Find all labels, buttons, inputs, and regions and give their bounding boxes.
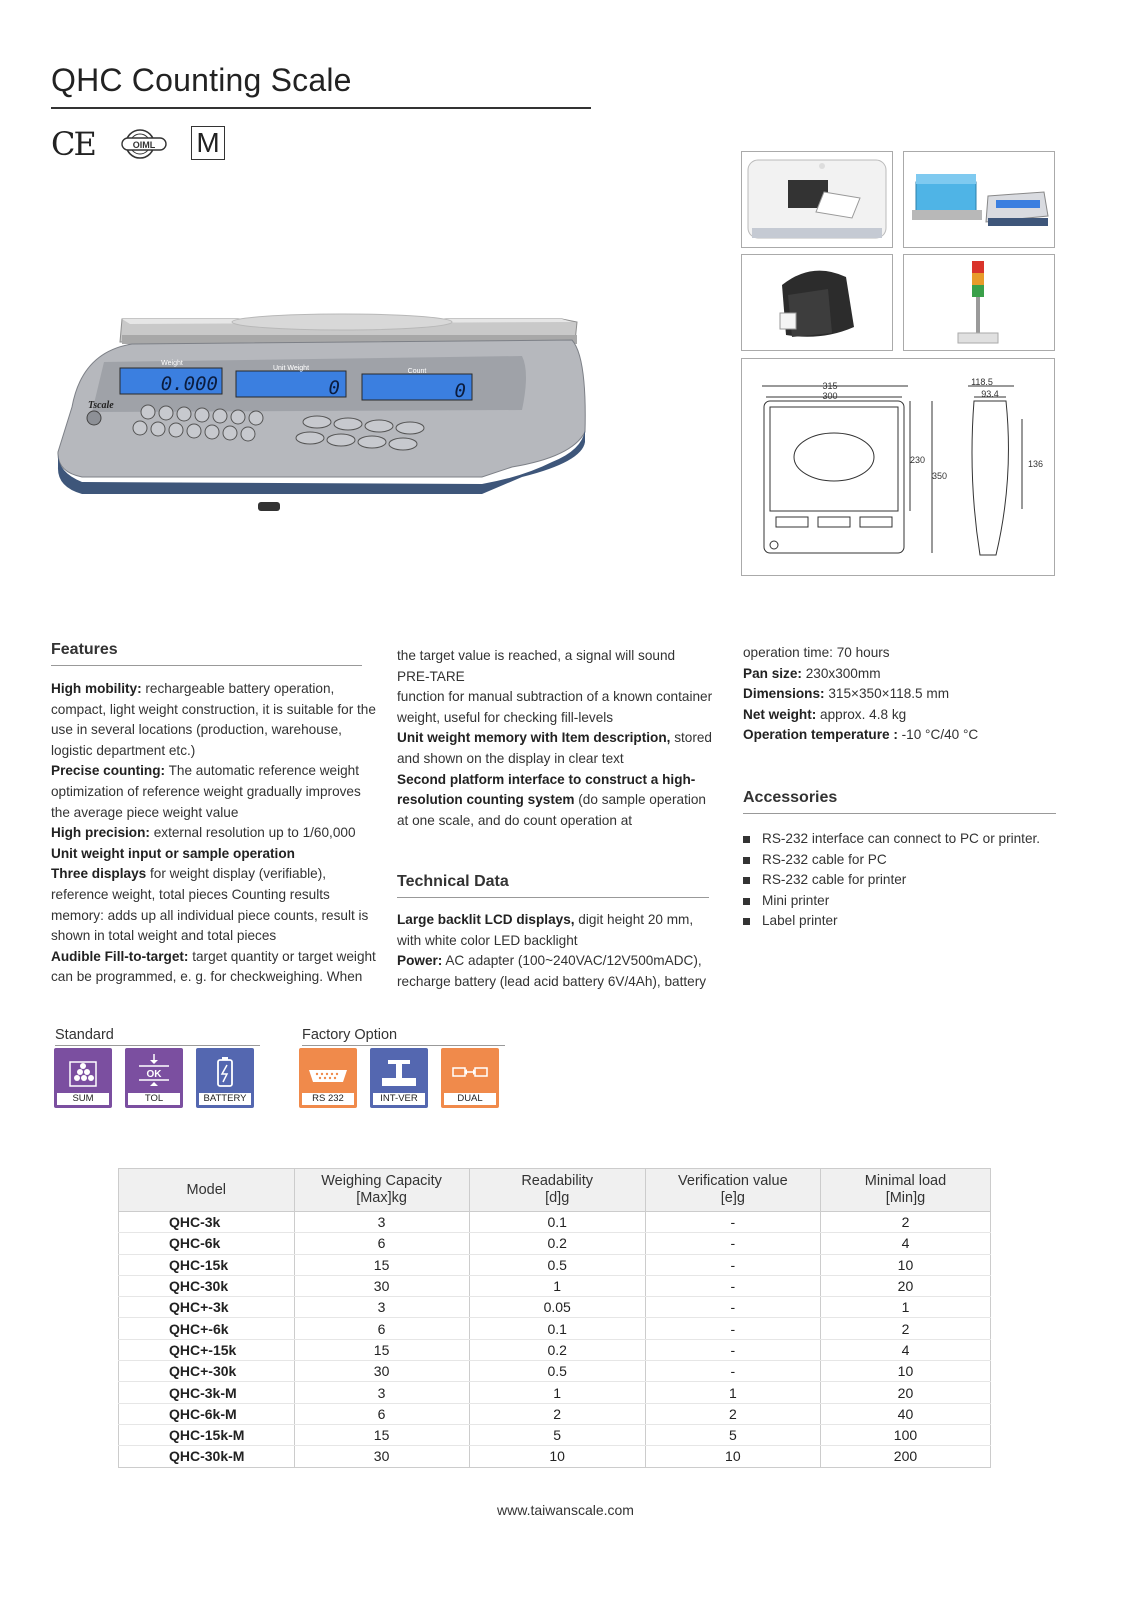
svg-text:OK: OK bbox=[146, 1069, 162, 1080]
table-cell: - bbox=[645, 1254, 820, 1275]
column-header: Verification value [e]g bbox=[645, 1169, 820, 1212]
battery-caption: BATTERY bbox=[199, 1093, 251, 1105]
model-cell: QHC-30k bbox=[119, 1275, 295, 1296]
model-cell: QHC-3k-M bbox=[119, 1382, 295, 1403]
table-cell: 4 bbox=[820, 1339, 990, 1360]
display-weight-value: 0.000 bbox=[160, 373, 218, 395]
model-cell: QHC-6k bbox=[119, 1233, 295, 1254]
dim-height: 136 bbox=[1028, 459, 1044, 469]
list-item: RS-232 cable for PC bbox=[743, 850, 1073, 871]
table-row bbox=[119, 1446, 991, 1467]
dual-icon bbox=[441, 1048, 499, 1108]
display-count-value: 0 bbox=[454, 380, 466, 402]
brand-logo: Tscale bbox=[88, 400, 114, 411]
table-cell: 40 bbox=[820, 1403, 990, 1424]
standard-rule bbox=[55, 1045, 260, 1046]
table-cell: 20 bbox=[820, 1275, 990, 1296]
table-row bbox=[119, 1275, 991, 1296]
rs232-caption: RS 232 bbox=[302, 1093, 354, 1105]
model-cell: QHC-3k bbox=[119, 1212, 295, 1233]
table-cell: 10 bbox=[820, 1361, 990, 1382]
table-row bbox=[119, 1382, 991, 1403]
table-row bbox=[119, 1403, 991, 1424]
table-cell: - bbox=[645, 1275, 820, 1296]
feature-label: Audible Fill-to-target: bbox=[51, 948, 189, 964]
table-row bbox=[119, 1424, 991, 1445]
battery-icon bbox=[196, 1048, 254, 1108]
spec-value: approx. 4.8 kg bbox=[816, 706, 907, 722]
table-cell: 2 bbox=[645, 1403, 820, 1424]
feature-text: external resolution up to 1/60,000 bbox=[149, 825, 356, 841]
list-item: RS-232 interface can connect to PC or printer. bbox=[743, 829, 1073, 850]
display-unit-value: 0 bbox=[328, 377, 340, 399]
features-continued bbox=[397, 646, 715, 831]
col2-line: function for manual subtraction of a known container weight, useful for checking fill-levels bbox=[397, 689, 713, 725]
table-cell: 30 bbox=[294, 1446, 469, 1467]
table-cell: 6 bbox=[294, 1318, 469, 1339]
feature-text: for weight display (verifiable), reference weight, total pieces Counting results memory: adds up all individual piece counts, result is shown in total weight and total pieces bbox=[51, 866, 369, 944]
sum-caption: SUM bbox=[57, 1093, 109, 1105]
model-spec-table bbox=[118, 1168, 991, 1468]
table-cell: 10 bbox=[469, 1446, 645, 1467]
tech-bold: Power: bbox=[397, 953, 443, 969]
spec-value: 230x300mm bbox=[801, 665, 881, 681]
list-item: Mini printer bbox=[743, 891, 1073, 912]
accessories-heading: Accessories bbox=[743, 789, 838, 806]
spec-label: Pan size: bbox=[743, 665, 802, 681]
table-cell: 5 bbox=[469, 1424, 645, 1445]
table-cell: 0.2 bbox=[469, 1339, 645, 1360]
col2-bold: Second platform interface to construct a high-resolution counting system bbox=[397, 771, 696, 808]
column-header: Readability [d]g bbox=[469, 1169, 645, 1212]
column-header: Weighing Capacity [Max]kg bbox=[294, 1169, 469, 1212]
product-image bbox=[52, 282, 592, 517]
table-row bbox=[119, 1318, 991, 1339]
model-cell: QHC+-30k bbox=[119, 1361, 295, 1382]
list-item: Label printer bbox=[743, 911, 1073, 932]
spec-label: Net weight: bbox=[743, 706, 817, 722]
table-cell: 0.5 bbox=[469, 1361, 645, 1382]
signal-tower-photo bbox=[903, 254, 1055, 351]
technical-rule bbox=[397, 897, 709, 898]
tol-caption: TOL bbox=[128, 1093, 180, 1105]
table-cell: 15 bbox=[294, 1339, 469, 1360]
dual-caption: DUAL bbox=[444, 1093, 496, 1105]
feature-text: rechargeable battery operation, compact, light weight construction, it is suitable for the use in several locations (production, warehouse, logistic department etc.) bbox=[51, 681, 376, 758]
accessories-list bbox=[743, 829, 1073, 932]
table-cell: 30 bbox=[294, 1275, 469, 1296]
table-row bbox=[119, 1254, 991, 1275]
ce-mark-icon: CE bbox=[51, 125, 95, 163]
technical-heading: Technical Data bbox=[397, 873, 509, 890]
tol-icon bbox=[125, 1048, 183, 1108]
dimension-drawing bbox=[741, 358, 1055, 576]
dim-width-outer: 315 bbox=[822, 381, 838, 391]
table-row bbox=[119, 1233, 991, 1254]
table-cell: 30 bbox=[294, 1361, 469, 1382]
table-cell: 0.1 bbox=[469, 1318, 645, 1339]
table-row bbox=[119, 1212, 991, 1233]
dim-width-inner: 300 bbox=[822, 391, 838, 401]
rs232-icon bbox=[299, 1048, 357, 1108]
table-cell: 2 bbox=[820, 1212, 990, 1233]
footer-url: www.taiwanscale.com bbox=[497, 1502, 634, 1518]
table-cell: - bbox=[645, 1361, 820, 1382]
col2-text: stored and shown on the display in clear text bbox=[397, 730, 712, 766]
table-cell: 4 bbox=[820, 1233, 990, 1254]
table-cell: 0.5 bbox=[469, 1254, 645, 1275]
table-cell: - bbox=[645, 1297, 820, 1318]
column-header: Model bbox=[119, 1169, 295, 1212]
oiml-text: OIML bbox=[132, 140, 156, 150]
model-cell: QHC-6k-M bbox=[119, 1403, 295, 1424]
model-cell: QHC-30k-M bbox=[119, 1446, 295, 1467]
spec-value: -10 °C/40 °C bbox=[897, 727, 979, 743]
title-divider bbox=[51, 107, 591, 109]
col2-line: PRE-TARE bbox=[397, 668, 465, 684]
table-cell: 6 bbox=[294, 1233, 469, 1254]
table-cell: 1 bbox=[645, 1382, 820, 1403]
table-cell: - bbox=[645, 1233, 820, 1254]
feature-text: target quantity or target weight can be programmed, e. g. for checkweighing. When bbox=[51, 948, 376, 985]
spec-value: 315×350×118.5 mm bbox=[824, 686, 950, 702]
spec-label: Operation temperature : bbox=[743, 727, 898, 743]
spec-label: Dimensions: bbox=[743, 686, 825, 702]
table-header-row bbox=[119, 1169, 991, 1212]
model-cell: QHC-15k-M bbox=[119, 1424, 295, 1445]
scale-underside-photo bbox=[741, 151, 893, 248]
table-cell: 15 bbox=[294, 1424, 469, 1445]
feature-label: High precision: bbox=[51, 825, 150, 841]
tech-text: digit height 20 mm, with white color LED backlight bbox=[397, 912, 694, 948]
table-cell: 3 bbox=[294, 1297, 469, 1318]
table-body bbox=[119, 1212, 991, 1468]
table-cell: 100 bbox=[820, 1424, 990, 1445]
col2-text: (do sample operation at one scale, and do count operation at bbox=[397, 792, 706, 828]
table-cell: 200 bbox=[820, 1446, 990, 1467]
model-cell: QHC+-6k bbox=[119, 1318, 295, 1339]
technical-continued bbox=[743, 643, 1073, 746]
table-cell: - bbox=[645, 1318, 820, 1339]
dim-depth-inner: 230 bbox=[910, 455, 926, 465]
table-cell: 1 bbox=[469, 1382, 645, 1403]
features-rule bbox=[51, 665, 362, 666]
feature-label: Precise counting: bbox=[51, 763, 166, 779]
table-cell: 2 bbox=[469, 1403, 645, 1424]
table-row bbox=[119, 1339, 991, 1360]
display-count-label: Count bbox=[407, 368, 427, 375]
table-cell: 0.2 bbox=[469, 1233, 645, 1254]
list-item: RS-232 cable for printer bbox=[743, 870, 1073, 891]
display-weight-label: Weight bbox=[161, 360, 183, 367]
feature-label: Unit weight input or sample operation bbox=[51, 845, 295, 861]
table-cell: 3 bbox=[294, 1212, 469, 1233]
display-unit-label: Unit Weight bbox=[272, 365, 310, 372]
dim-depth-outer: 350 bbox=[932, 471, 948, 481]
dim-side-outer: 118.5 bbox=[971, 377, 993, 387]
table-cell: - bbox=[645, 1212, 820, 1233]
factory-option-label: Factory Option bbox=[302, 1027, 398, 1043]
col2-line: the target value is reached, a signal will sound bbox=[397, 648, 676, 663]
factory-rule bbox=[302, 1045, 505, 1046]
table-cell: 5 bbox=[645, 1424, 820, 1445]
table-cell: 1 bbox=[820, 1297, 990, 1318]
metrology-mark-icon: M bbox=[191, 126, 225, 160]
page-title: QHC Counting Scale bbox=[51, 62, 352, 98]
tech-text: AC adapter (100~240VAC/12V500mADC), recharge battery (lead acid battery 6V/4Ah), battery bbox=[397, 953, 707, 989]
table-cell: 10 bbox=[645, 1446, 820, 1467]
model-cell: QHC-15k bbox=[119, 1254, 295, 1275]
sum-icon bbox=[54, 1048, 112, 1108]
table-cell: 20 bbox=[820, 1382, 990, 1403]
int-ver-caption: INT-VER bbox=[373, 1093, 425, 1105]
model-cell: QHC+-15k bbox=[119, 1339, 295, 1360]
features-heading: Features bbox=[51, 641, 118, 658]
mini-printer-photo bbox=[741, 254, 893, 351]
feature-label: High mobility: bbox=[51, 681, 142, 696]
int-ver-icon bbox=[370, 1048, 428, 1108]
accessories-rule bbox=[743, 813, 1056, 814]
table-row bbox=[119, 1361, 991, 1382]
model-cell: QHC+-3k bbox=[119, 1297, 295, 1318]
standard-label: Standard bbox=[55, 1027, 114, 1043]
table-cell: 2 bbox=[820, 1318, 990, 1339]
table-cell: 0.1 bbox=[469, 1212, 645, 1233]
table-row bbox=[119, 1297, 991, 1318]
features-text bbox=[51, 679, 376, 988]
col2-bold: Unit weight memory with Item description, bbox=[397, 730, 671, 746]
col3-line: operation time: 70 hours bbox=[743, 645, 890, 660]
technical-text bbox=[397, 910, 715, 992]
table-cell: - bbox=[645, 1339, 820, 1360]
table-cell: 6 bbox=[294, 1403, 469, 1424]
oiml-logo-icon bbox=[118, 126, 172, 162]
table-cell: 1 bbox=[469, 1275, 645, 1296]
dim-side-inner: 93.4 bbox=[981, 389, 999, 399]
table-cell: 0.05 bbox=[469, 1297, 645, 1318]
feature-label: Three displays bbox=[51, 866, 147, 882]
table-cell: 10 bbox=[820, 1254, 990, 1275]
tech-bold: Large backlit LCD displays, bbox=[397, 912, 575, 927]
table-cell: 15 bbox=[294, 1254, 469, 1275]
feature-text: The automatic reference weight optimization of reference weight gradually improves the average piece weight value bbox=[51, 763, 361, 820]
column-header: Minimal load [Min]g bbox=[820, 1169, 990, 1212]
scale-with-parts-photo bbox=[903, 151, 1055, 248]
table-cell: 3 bbox=[294, 1382, 469, 1403]
